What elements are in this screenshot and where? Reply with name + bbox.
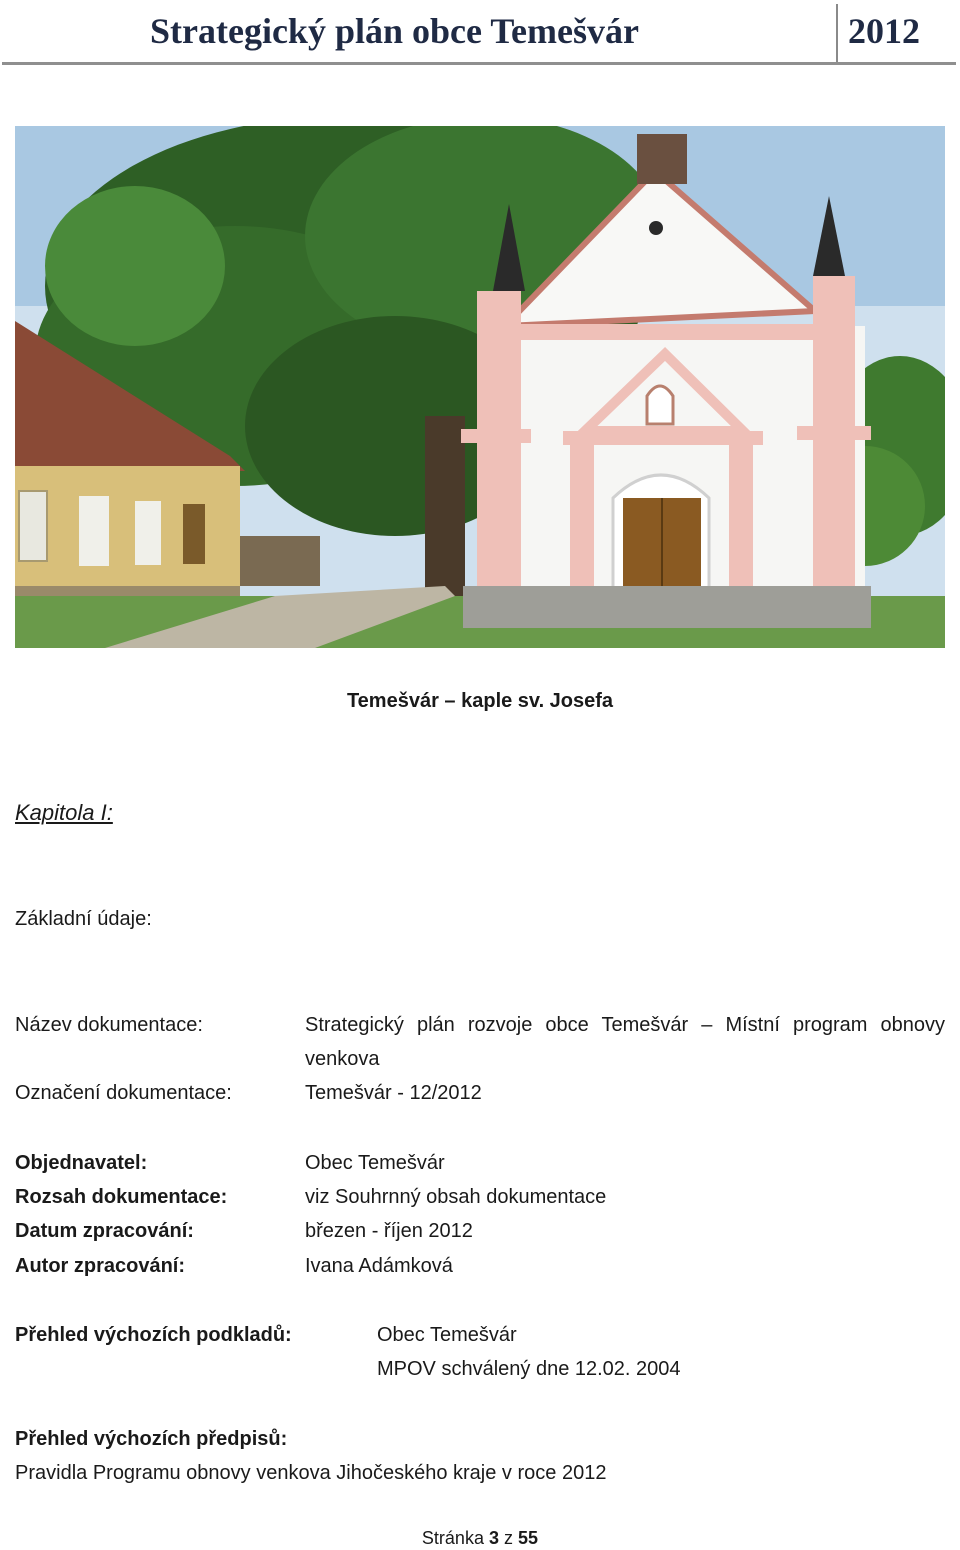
page-header	[0, 0, 960, 66]
field-value: Strategický plán rozvoje obce Temešvár – Místní program obnovy venkova	[305, 1014, 945, 1070]
footer-prefix: Stránka	[421, 1528, 484, 1548]
field-value: Obec Temešvár	[305, 1152, 445, 1174]
regulations-label: Přehled výchozích předpisů:	[15, 1428, 288, 1450]
header-year: 2012	[848, 11, 920, 51]
field-value: březen - říjen 2012	[305, 1220, 473, 1242]
field-label: Označení dokumentace:	[15, 1082, 232, 1104]
field-label: Datum zpracování:	[15, 1220, 194, 1242]
field-label: Název dokumentace:	[15, 1014, 203, 1036]
chapter-title: Kapitola I:	[15, 800, 113, 825]
field-value: Temešvár - 12/2012	[305, 1082, 482, 1104]
field-value: viz Souhrnný obsah dokumentace	[305, 1186, 607, 1208]
sources-label: Přehled výchozích podkladů:	[15, 1324, 292, 1346]
field-value: Ivana Adámková	[305, 1255, 453, 1277]
field-document-name	[15, 1008, 945, 1078]
footer-page-number: 3	[488, 1528, 499, 1548]
chapter-subtitle: Základní údaje:	[15, 908, 152, 930]
footer-separator: z	[504, 1528, 514, 1548]
header-separator	[836, 4, 838, 62]
field-label: Rozsah dokumentace:	[15, 1186, 228, 1208]
page-footer	[0, 1528, 960, 1549]
photo-caption: Temešvár – kaple sv. Josefa	[346, 690, 614, 712]
sources-item: Obec Temešvár	[377, 1324, 517, 1346]
field-label: Objednavatel:	[15, 1152, 148, 1174]
chapel-photo	[15, 126, 945, 648]
field-label: Autor zpracování:	[15, 1255, 186, 1277]
header-title: Strategický plán obce Temešvár	[150, 11, 639, 51]
header-rule	[2, 62, 956, 65]
sources-item: MPOV schválený dne 12.02. 2004	[377, 1358, 681, 1380]
footer-page-total: 55	[518, 1528, 539, 1548]
regulations-text: Pravidla Programu obnovy venkova Jihočeského kraje v roce 2012	[15, 1462, 607, 1484]
